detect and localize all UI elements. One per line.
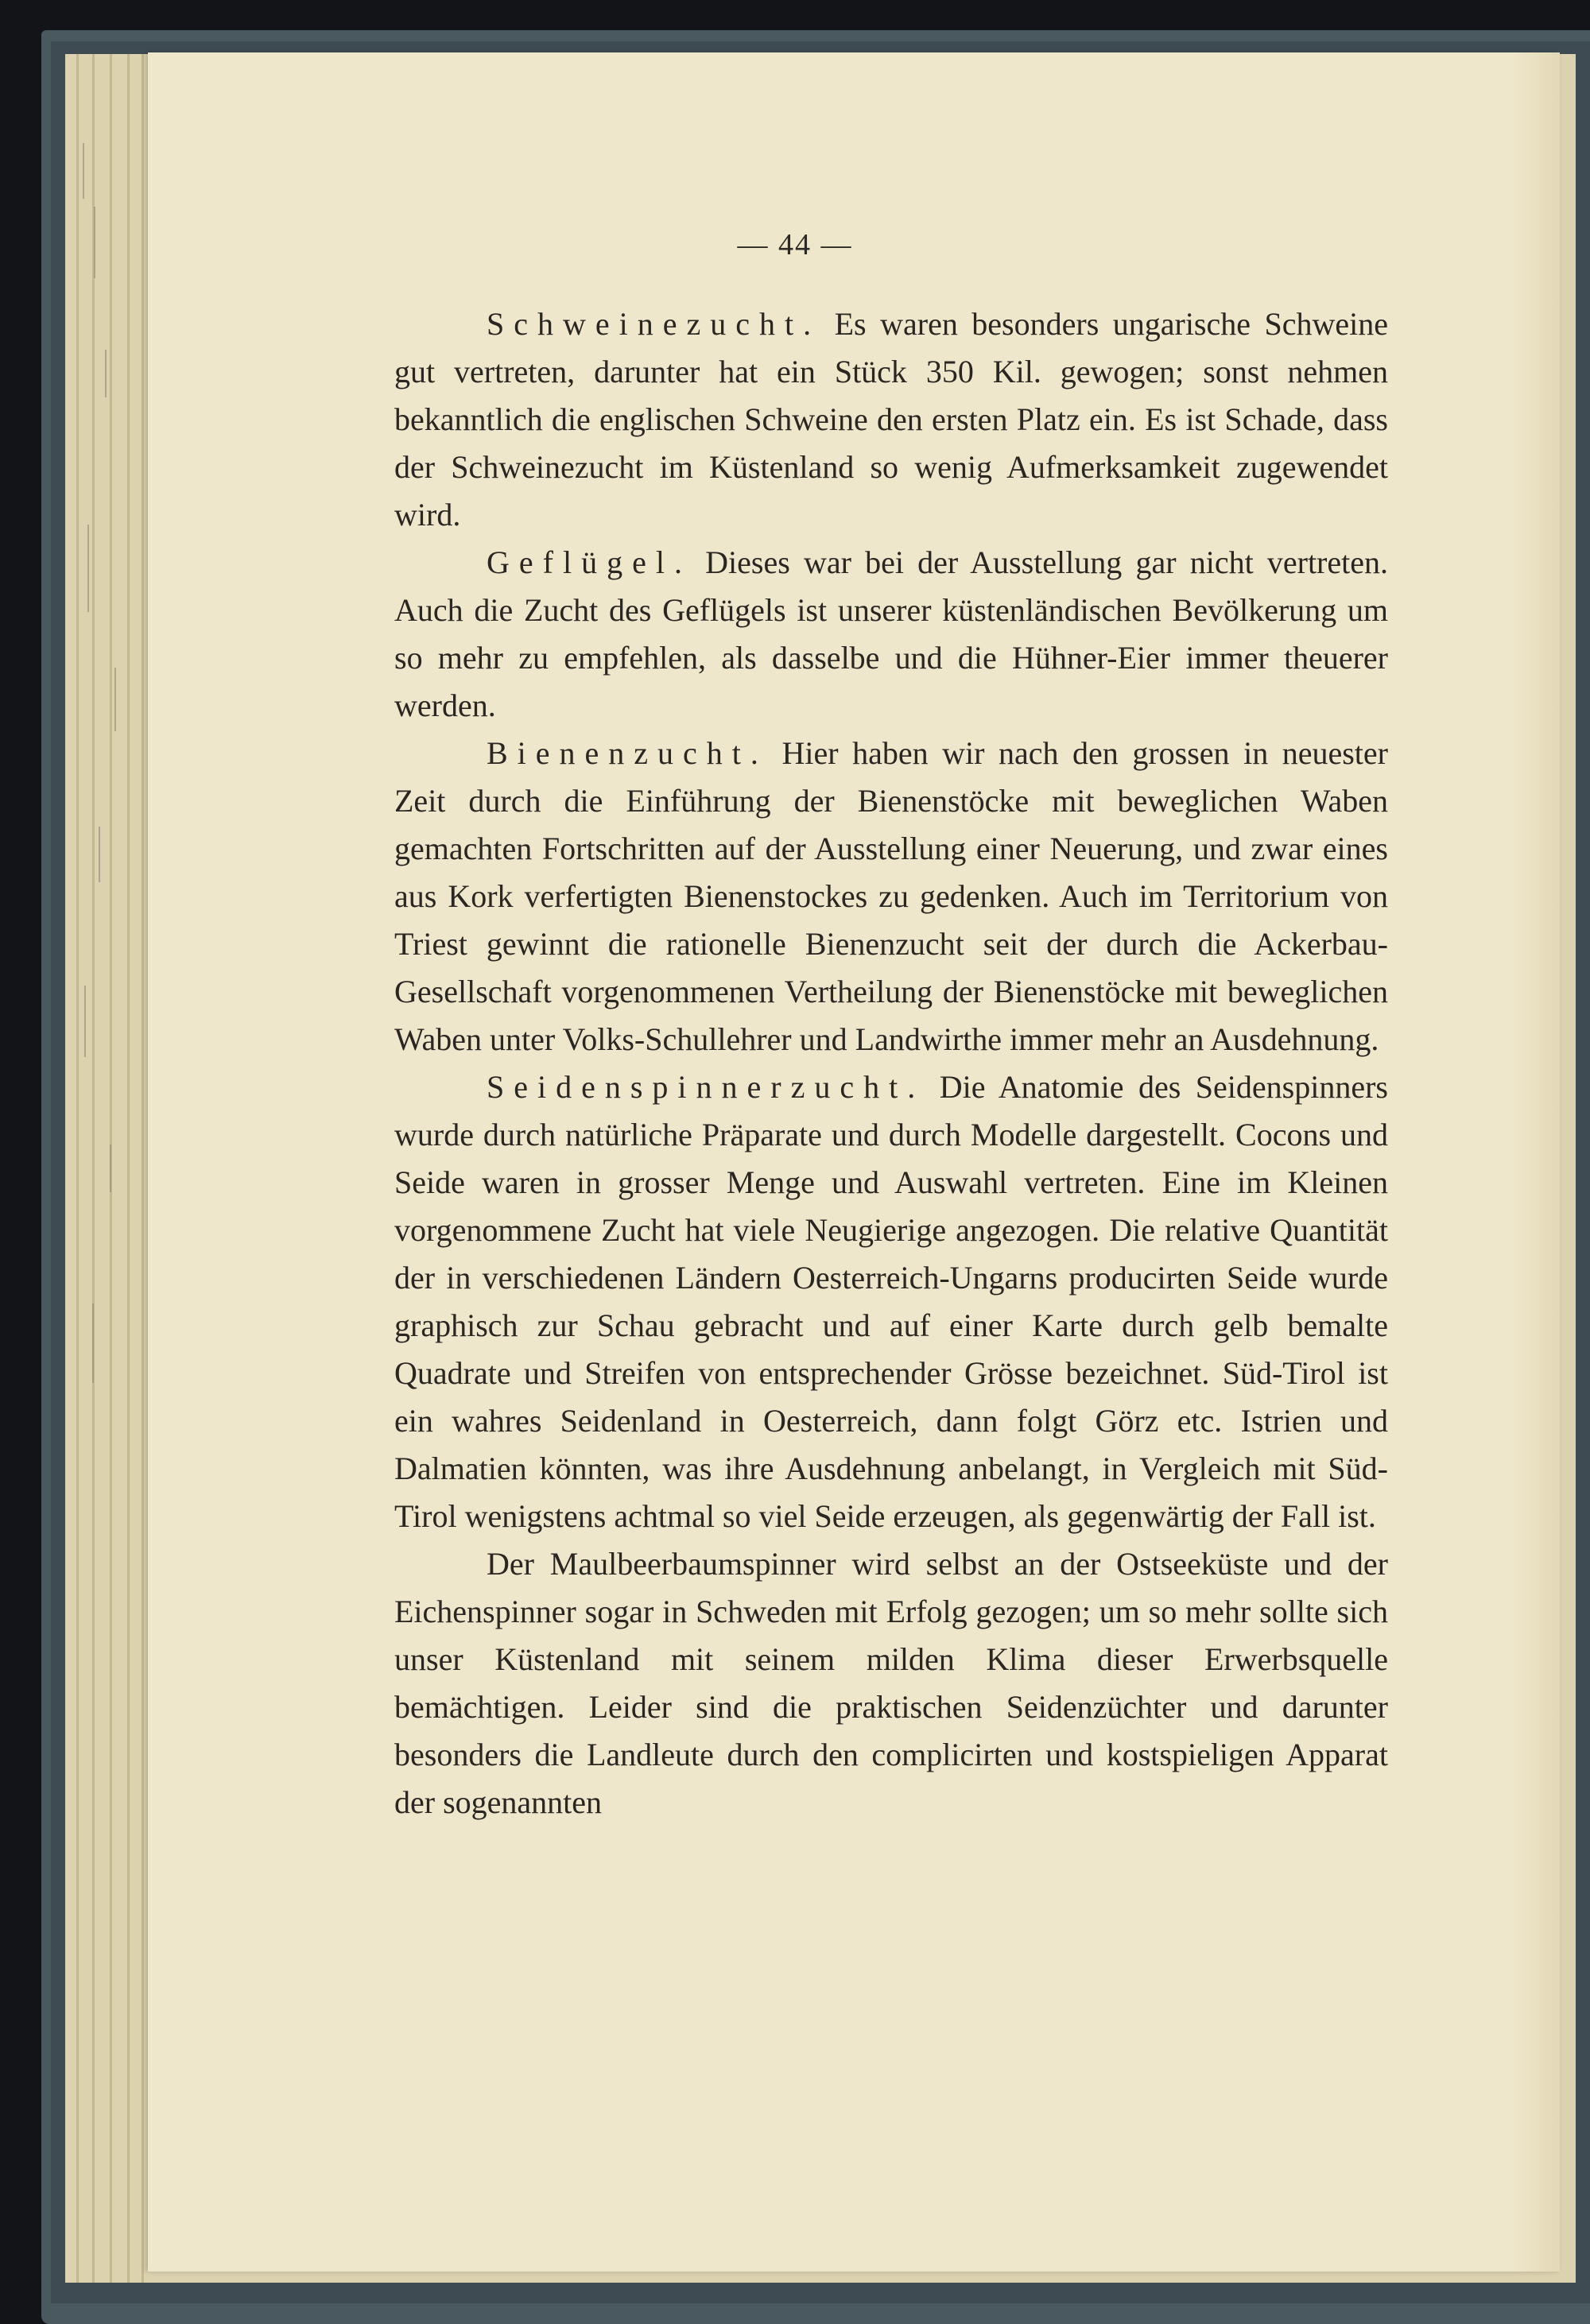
paragraph-gefluegel xyxy=(394,539,1388,730)
paragraph-maulbeerbaumspinner xyxy=(394,1540,1388,1826)
paragraph-schweinezucht xyxy=(394,300,1388,539)
page-number: — 44 — xyxy=(737,228,853,261)
paragraph-bienenzucht xyxy=(394,730,1388,1063)
paragraph-text: Es waren besonders ungarische Schweine gut vertreten, darunter hat ein Stück 350 Kil. gewogen; sonst nehmen bekanntlich die englischen Schweine den ersten Platz ein. Es ist Schade, dass der Schweinezucht im Küstenland so wenig Aufmerksamkeit zugewendet wird. xyxy=(394,306,1388,533)
section-heading-schweinezucht: Schweinezucht. xyxy=(487,306,821,342)
section-heading-seidenspinnerzucht: Seidenspinnerzucht. xyxy=(487,1069,925,1105)
paragraph-text: Der Maulbeerbaumspinner wird selbst an der Ostseeküste und der Eichenspinner sogar in Schweden mit Erfolg gezogen; um so mehr sollte sich unser Küstenland mit seinem milden Klima dieser Erwerbsquelle bemächtigen. Leider sind die praktischen Seidenzüchter und darunter besonders die Landleute durch den complicirten und kostspieligen Apparat der sogenannten xyxy=(394,1546,1388,1820)
binding-marks xyxy=(76,111,148,1621)
paragraph-text: Hier haben wir nach den grossen in neuester Zeit durch die Einführung der Bienenstöcke mit beweglichen Waben gemachten Fortschritten auf der Ausstellung einer Neuerung, und zwar eines aus Kork verfertigten Bienenstockes zu gedenken. Auch im Territorium von Triest gewinnt die rationelle Bienenzucht seit der durch die Ackerbau-Gesellschaft vorgenommenen Vertheilung der Bienenstöcke mit beweglichen Waben unter Volks-Schullehrer und Landwirthe immer mehr an Ausdehnung. xyxy=(394,735,1388,1057)
paragraph-text: Die Anatomie des Seidenspinners wurde durch natürliche Präparate und durch Modelle dargestellt. Cocons und Seide waren in grosser Menge und Auswahl vertreten. Eine im Kleinen vorgenommene Zucht hat viele Neugierige angezogen. Die relative Quantität der in verschiedenen Ländern Oesterreich-Ungarns producirten Seide wurde graphisch zur Schau gebracht und auf einer Karte durch gelb bemalte Quadrate und Streifen von entsprechender Grösse bezeichnet. Süd-Tirol ist ein wahres Seidenland in Oesterreich, dann folgt Görz etc. Istrien und Dalmatien könnten, was ihre Ausdehnung anbelangt, in Vergleich mit Süd-Tirol wenigstens achtmal so viel Seide erzeugen, als gegenwärtig der Fall ist. xyxy=(394,1069,1388,1534)
section-heading-gefluegel: Geflügel. xyxy=(487,544,692,580)
page-edge-right xyxy=(1510,52,1560,2272)
body-text xyxy=(394,300,1388,1826)
section-heading-bienenzucht: Bienenzucht. xyxy=(487,735,768,771)
paragraph-seidenspinnerzucht xyxy=(394,1063,1388,1540)
paragraph-text: Dieses war bei der Ausstellung gar nicht vertreten. Auch die Zucht des Geflügels ist unserer küstenländischen Bevölkerung um so mehr zu empfehlen, als dasselbe und die Hühner-Eier immer theuerer werden. xyxy=(394,544,1388,723)
